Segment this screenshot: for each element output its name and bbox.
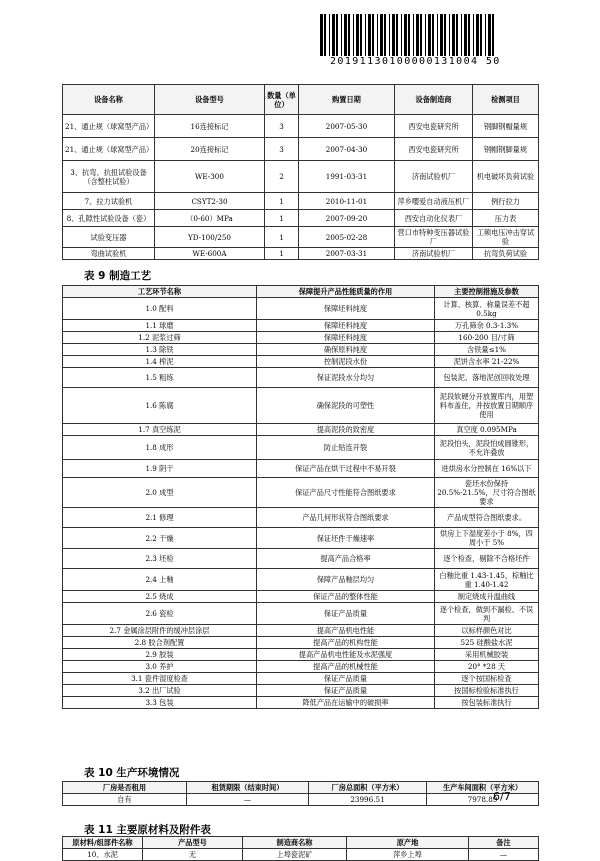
quality-role-cell: 保障坯料纯度: [257, 332, 435, 344]
environment-table: [62, 781, 539, 806]
quality-role-cell: 产品几何形状符合图纸要求: [257, 508, 435, 528]
control-measure-cell: 含铁量≤1%: [435, 344, 539, 356]
process-step-cell: 2.2 干燥: [63, 528, 257, 549]
control-measure-cell: 按国标检验标准执行: [435, 685, 539, 697]
quality-role-cell: 确保泥段的可塑性: [257, 388, 435, 424]
process-step-cell: 1.6 陈腐: [63, 388, 257, 424]
process-step-cell: 1.1 球磨: [63, 320, 257, 332]
quantity-cell: 1: [265, 227, 299, 248]
table-row: [63, 460, 539, 478]
header-purchase-date: 购置日期: [299, 85, 395, 115]
table-row: [63, 227, 539, 248]
quality-role-cell: 保证产品的整体性能: [257, 591, 435, 603]
header-equipment-model: 设备型号: [155, 85, 265, 115]
quality-role-cell: 保证产品质量: [257, 685, 435, 697]
process-step-cell: 1.5 粗练: [63, 368, 257, 388]
equipment-name-cell: 21、通止规（球窝型产品）: [63, 138, 155, 161]
quantity-cell: 1: [265, 193, 299, 210]
test-item-cell: 例行拉力: [473, 193, 539, 210]
lease-term-cell: —: [187, 794, 309, 806]
purchase-date-cell: 2010-11-01: [299, 193, 395, 210]
process-step-cell: 2.3 坯检: [63, 549, 257, 569]
quality-role-cell: 保证产品质量: [257, 673, 435, 685]
process-step-cell: 2.9 胶装: [63, 649, 257, 661]
control-measure-cell: 真空度 0.095MPa: [435, 424, 539, 436]
process-table: [62, 285, 539, 709]
quality-role-cell: 提高产品的机械性能: [257, 661, 435, 673]
control-measure-cell: 瓷坯水份保持 20.5%-21.5%，尺寸符合图纸要求: [435, 478, 539, 508]
test-item-cell: 钢脚钢帽量规: [473, 115, 539, 138]
table-row: [63, 115, 539, 138]
materials-table: [62, 836, 539, 861]
process-step-cell: 2.4 上釉: [63, 569, 257, 591]
table-row: [63, 849, 539, 861]
table-row: [63, 625, 539, 637]
quality-role-cell: 提高泥段的致密度: [257, 424, 435, 436]
table-row: [63, 697, 539, 709]
quantity-cell: 1: [265, 248, 299, 260]
process-step-cell: 3.2 出厂试验: [63, 685, 257, 697]
process-step-cell: 1.3 除铁: [63, 344, 257, 356]
leased-cell: 自有: [63, 794, 187, 806]
environment-header-row: [63, 782, 539, 794]
control-measure-cell: 计算、核算、称量误差不超 0.5kg: [435, 298, 539, 320]
barcode-image: [318, 14, 498, 56]
quantity-cell: 1: [265, 210, 299, 227]
manufacturer-cell: 营口市特种变压器试验厂: [395, 227, 473, 248]
quality-role-cell: 保障坯料纯度: [257, 298, 435, 320]
quality-role-cell: 控制泥段水份: [257, 356, 435, 368]
control-measure-cell: 万孔筛余 0.3-1.3%: [435, 320, 539, 332]
table-row: [63, 298, 539, 320]
equipment-model-cell: （0-60）MPa: [155, 210, 265, 227]
table-row: [63, 685, 539, 697]
test-item-cell: 抗弯负荷试验: [473, 248, 539, 260]
quality-role-cell: 保证泥段水分均匀: [257, 368, 435, 388]
header-maker: 制造商名称: [243, 837, 347, 849]
header-workshop-area: 生产车间面积（平方米）: [427, 782, 539, 794]
equipment-model-cell: WE-600A: [155, 248, 265, 260]
table-row: [63, 649, 539, 661]
test-item-cell: 机电破坏负荷试验: [473, 161, 539, 193]
equipment-name-cell: 7、拉力试验机: [63, 193, 155, 210]
control-measure-cell: 泥段软硬分开放置库内，用塑料布盖住，并按放置日期顺序使用: [435, 388, 539, 424]
table-row: [63, 569, 539, 591]
control-measure-cell: 泥饼含水率 21-22%: [435, 356, 539, 368]
table-row: [63, 193, 539, 210]
header-lease-term: 租赁期限（结束时间）: [187, 782, 309, 794]
header-process-step: 工艺环节名称: [63, 286, 257, 298]
purchase-date-cell: 2007-04-30: [299, 138, 395, 161]
quantity-cell: 3: [265, 115, 299, 138]
control-measure-cell: 采用机械胶装: [435, 649, 539, 661]
header-manufacturer: 设备制造商: [395, 85, 473, 115]
workshop-area-cell: 7978.89: [427, 794, 539, 806]
process-step-cell: 2.5 烧成: [63, 591, 257, 603]
control-measure-cell: 160-200 目/寸筛: [435, 332, 539, 344]
purchase-date-cell: 2007-03-31: [299, 248, 395, 260]
origin-cell: 萍乡上埠: [347, 849, 469, 861]
table-row: [63, 591, 539, 603]
table-row: [63, 332, 539, 344]
quality-role-cell: 保障产品釉层均匀: [257, 569, 435, 591]
quality-role-cell: 保障坯料纯度: [257, 320, 435, 332]
quantity-cell: 3: [265, 138, 299, 161]
header-total-area: 厂房总面积（平方米）: [309, 782, 427, 794]
table-row: [63, 661, 539, 673]
quality-role-cell: 提高产品合格率: [257, 549, 435, 569]
header-remarks: 备注: [469, 837, 539, 849]
process-step-cell: 1.4 榨泥: [63, 356, 257, 368]
process-step-cell: 3.3 包装: [63, 697, 257, 709]
control-measure-cell: 进烘房水分控制在 16%以下: [435, 460, 539, 478]
test-item-cell: 压力表: [473, 210, 539, 227]
process-step-cell: 2.0 成型: [63, 478, 257, 508]
quality-role-cell: 保证坯件干燥速率: [257, 528, 435, 549]
header-material-name: 原材料/组部件名称: [63, 837, 143, 849]
equipment-name-cell: 8、孔隙性试验设备（瓷）: [63, 210, 155, 227]
process-step-cell: 1.2 泥浆过筛: [63, 332, 257, 344]
process-table-body: [63, 298, 539, 709]
control-measure-cell: 525 硅酸盐水泥: [435, 637, 539, 649]
quality-role-cell: 降低产品在运输中的破损率: [257, 697, 435, 709]
process-step-cell: 2.7 金属涂层附件的缓冲层涂层: [63, 625, 257, 637]
quality-role-cell: 防止贴连开裂: [257, 436, 435, 460]
manufacturer-cell: 济南试验机厂: [395, 161, 473, 193]
environment-table-body: [63, 794, 539, 806]
process-step-cell: 1.0 配料: [63, 298, 257, 320]
table-row: [63, 424, 539, 436]
header-control-measures: 主要控制措施及参数: [435, 286, 539, 298]
header-origin: 原产地: [347, 837, 469, 849]
purchase-date-cell: 2005-02-28: [299, 227, 395, 248]
process-step-cell: 3.1 瓷件湿度检查: [63, 673, 257, 685]
header-test-item: 检测项目: [473, 85, 539, 115]
table-row: [63, 388, 539, 424]
remarks-cell: —: [469, 849, 539, 861]
materials-header-row: [63, 837, 539, 849]
table-row: [63, 210, 539, 227]
equipment-model-cell: WE-300: [155, 161, 265, 193]
table-row: [63, 161, 539, 193]
table11-title: 表 11 主要原材料及附件表: [84, 824, 211, 836]
quality-role-cell: 提高产品的机构性能: [257, 637, 435, 649]
equipment-model-cell: 20连接标记: [155, 138, 265, 161]
table-row: [63, 528, 539, 549]
table-row: [63, 320, 539, 332]
equipment-name-cell: 3、抗弯、抗扭试验设备（含整柱试验）: [63, 161, 155, 193]
quality-role-cell: 确保原料纯度: [257, 344, 435, 356]
manufacturer-cell: 萍乡嘤爱自动液压机厂: [395, 193, 473, 210]
quality-role-cell: 保证产品尺寸性能符合图纸要求: [257, 478, 435, 508]
control-measure-cell: 泥段怕头，泥段怕成圆锥形，不允许叠放: [435, 436, 539, 460]
manufacturer-cell: 西安电瓷研究所: [395, 138, 473, 161]
process-step-cell: 3.0 养护: [63, 661, 257, 673]
purchase-date-cell: 2007-05-30: [299, 115, 395, 138]
purchase-date-cell: 1991-03-31: [299, 161, 395, 193]
control-measure-cell: 逐个检查，剔除不合格坯件: [435, 549, 539, 569]
purchase-date-cell: 2007-09-20: [299, 210, 395, 227]
process-step-cell: 1.9 阴干: [63, 460, 257, 478]
table-row: [63, 508, 539, 528]
equipment-header-row: [63, 85, 539, 115]
table-row: [63, 478, 539, 508]
quality-role-cell: 提高产品机电性能及水泥强度: [257, 649, 435, 661]
header-quality-role: 保障提升产品性能质量的作用: [257, 286, 435, 298]
table-row: [63, 637, 539, 649]
manufacturer-cell: 西安电瓷研究所: [395, 115, 473, 138]
control-measure-cell: 白釉比重 1.43-1.45，棕釉比重 1.40-1.42: [435, 569, 539, 591]
barcode-number: 20191130100000131004 50: [330, 56, 501, 67]
control-measure-cell: 制定烧成升温曲线: [435, 591, 539, 603]
quantity-cell: 2: [265, 161, 299, 193]
process-step-cell: 2.8 胶合剂配置: [63, 637, 257, 649]
test-item-cell: 工频电压冲击穿试验: [473, 227, 539, 248]
control-measure-cell: 20° *28 天: [435, 661, 539, 673]
product-model-cell: 无: [143, 849, 243, 861]
manufacturer-cell: 济南试验机厂: [395, 248, 473, 260]
page-number: 6/7: [493, 790, 511, 803]
header-leased: 厂房是否租用: [63, 782, 187, 794]
header-product-model: 产品型号: [143, 837, 243, 849]
table-row: [63, 673, 539, 685]
quality-role-cell: 提高产品机电性能: [257, 625, 435, 637]
equipment-model-cell: YD-100/250: [155, 227, 265, 248]
process-step-cell: 1.7 真空练泥: [63, 424, 257, 436]
test-item-cell: 钢帽钢脚量规: [473, 138, 539, 161]
process-step-cell: 1.8 成形: [63, 436, 257, 460]
equipment-model-cell: CSYT2-30: [155, 193, 265, 210]
control-measure-cell: 产品成型符合图纸要求。: [435, 508, 539, 528]
quality-role-cell: 保证产品质量: [257, 603, 435, 625]
header-equipment-name: 设备名称: [63, 85, 155, 115]
table-row: [63, 248, 539, 260]
material-name-cell: 10、水泥: [63, 849, 143, 861]
equipment-model-cell: 16连接标记: [155, 115, 265, 138]
table-row: [63, 138, 539, 161]
equipment-table: [62, 84, 539, 260]
equipment-table-body: [63, 115, 539, 260]
header-quantity: 数量（单位）: [265, 85, 299, 115]
table-row: [63, 794, 539, 806]
total-area-cell: 23996.51: [309, 794, 427, 806]
equipment-name-cell: 弯曲试验机: [63, 248, 155, 260]
table-row: [63, 549, 539, 569]
equipment-name-cell: 试验变压器: [63, 227, 155, 248]
materials-table-body: [63, 849, 539, 861]
control-measure-cell: 以标样颜色对比: [435, 625, 539, 637]
control-measure-cell: 包装泥、落地泥创回收处理: [435, 368, 539, 388]
quality-role-cell: 保证产品在烘干过程中不易开裂: [257, 460, 435, 478]
manufacturer-cell: 西安自动化仪表厂: [395, 210, 473, 227]
process-step-cell: 2.6 瓷检: [63, 603, 257, 625]
table-row: [63, 436, 539, 460]
process-step-cell: 2.1 修理: [63, 508, 257, 528]
maker-cell: 上埠瓷泥矿: [243, 849, 347, 861]
control-measure-cell: 逐个按国标检查: [435, 673, 539, 685]
control-measure-cell: 按包装标准执行: [435, 697, 539, 709]
control-measure-cell: 烘房上下湿度差小于 8%，四周小于 5%: [435, 528, 539, 549]
control-measure-cell: 逐个检查，做到不漏检、不误判: [435, 603, 539, 625]
table9-title: 表 9 制造工艺: [84, 270, 152, 282]
equipment-name-cell: 21、通止规（球窝型产品）: [63, 115, 155, 138]
table-row: [63, 603, 539, 625]
table-row: [63, 344, 539, 356]
table10-title: 表 10 生产环境情况: [84, 767, 180, 779]
process-header-row: [63, 286, 539, 298]
table-row: [63, 356, 539, 368]
table-row: [63, 368, 539, 388]
